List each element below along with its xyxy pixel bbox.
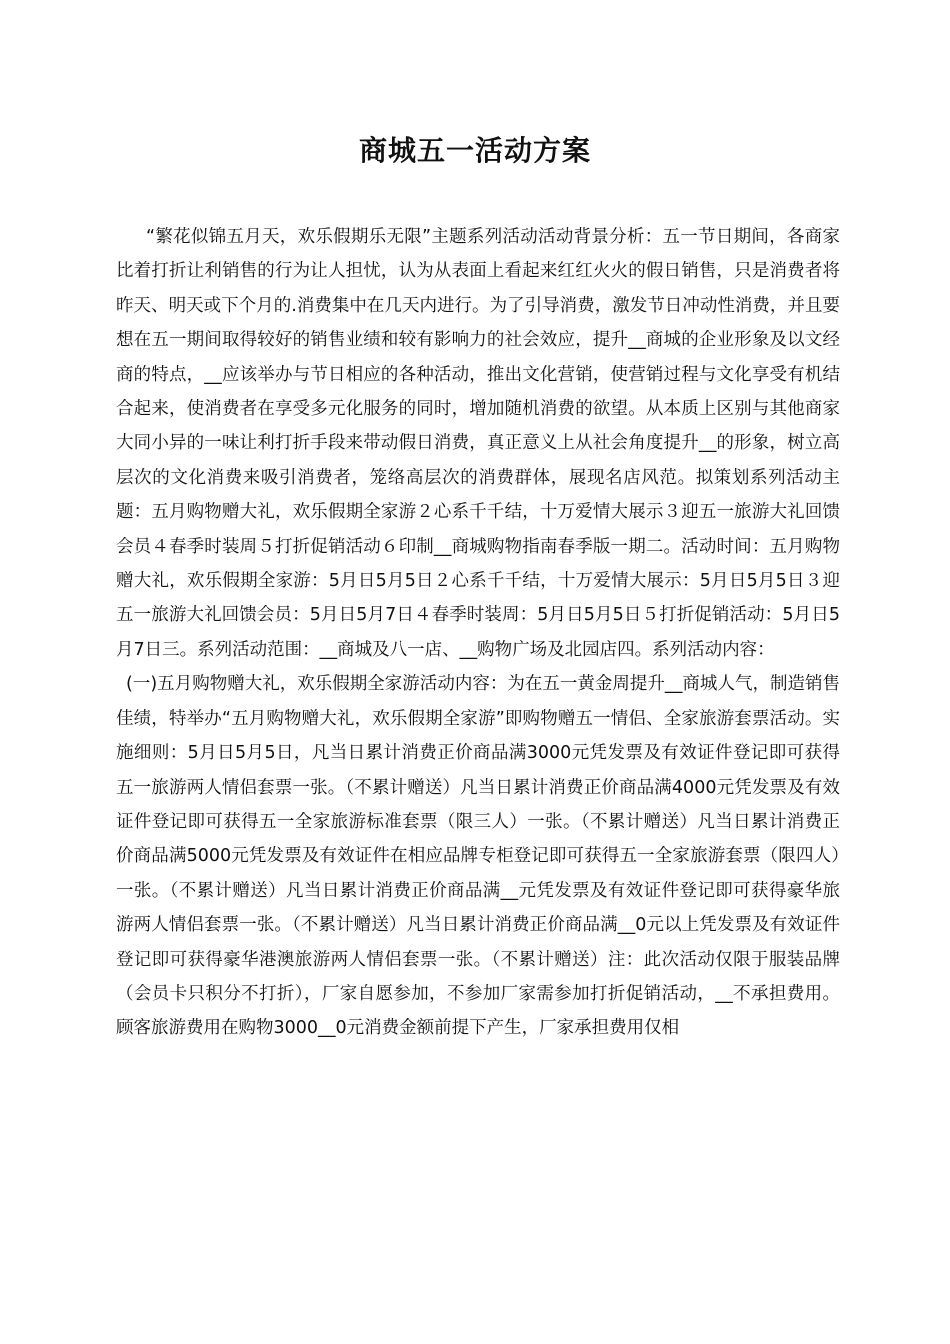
paragraph-background: “繁花似锦五月天，欢乐假期乐无限”主题系列活动活动背景分析：五一节日期间，各商家比着打折让利销售的行为让人担忧，认为从表面上看起来红红火火的假日销售，只是消费者将昨天、明天或下个月的.消费集中在几天内进行。为了引导消费，激发节日冲动性消费，并且要想在五一期间取得较好的销售业绩和较有影响力的社会效应，提升__商城的企业形象及以文经商的特点，__应该举办与节日相应的各种活动，推出文化营销，使营销过程与文化享受有机结合起来，使消费者在享受多元化服务的同时，增加随机消费的欲望。从本质上区别与其他商家大同小异的一味让利打折手段来带动假日消费，真正意义上从社会角度提升__的形象，树立高层次的文化消费来吸引消费者，笼络高层次的消费群体，展现名店风范。拟策划系列活动主题：五月购物赠大礼，欢乐假期全家游２心系千千结，十万爱情大展示３迎五一旅游大礼回馈会员４春季时装周５打折促销活动６印制__商城购物指南春季版一期二。活动时间：五月购物赠大礼，欢乐假期全家游：5月日5月5日２心系千千结，十万爱情大展示：5月日5月5日３迎五一旅游大礼回馈会员：5月日5月7日４春季时装周：5月日5月5日５打折促销活动：5月日5月7日三。系列活动范围：__商城及八一店、__购物广场及北园店四。系列活动内容： [116,227,840,660]
document-title: 商城五一活动方案 [358,134,591,167]
document-body [116,220,840,1046]
paragraph-activity-one: (一)五月购物赠大礼，欢乐假期全家游活动内容：为在五一黄金周提升__商城人气，制造销售佳绩，特举办“五月购物赠大礼，欢乐假期全家游”即购物赠五一情侣、全家旅游套票活动。实施细则：5月日5月5日，凡当日累计消费正价商品满3000元凭发票及有效证件登记即可获得五一旅游两人情侣套票一张。（不累计赠送）凡当日累计消费正价商品满4000元凭发票及有效证件登记即可获得五一全家旅游标准套票（限三人）一张。（不累计赠送）凡当日累计消费正价商品满5000元凭发票及有效证件在相应品牌专柜登记即可获得五一全家旅游套票（限四人）一张。（不累计赠送）凡当日累计消费正价商品满__元凭发票及有效证件登记即可获得豪华旅游两人情侣套票一张。（不累计赠送）凡当日累计消费正价商品满__0元以上凭发票及有效证件登记即可获得豪华港澳旅游两人情侣套票一张。（不累计赠送）注：此次活动仅限于服装品牌（会员卡只积分不打折），厂家自愿参加，不参加厂家需参加打折促销活动，__不承担费用。顾客旅游费用在购物3000__0元消费金额前提下产生，厂家承担费用仅相 [116,674,840,1039]
